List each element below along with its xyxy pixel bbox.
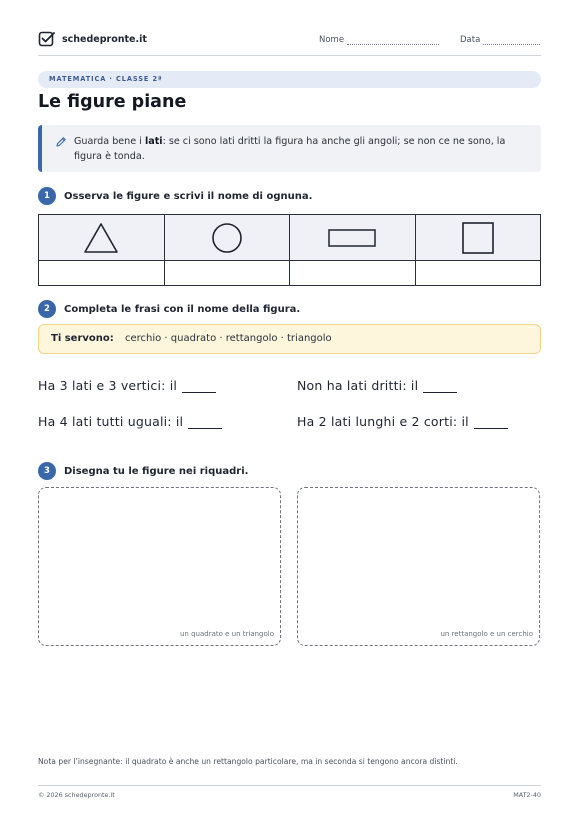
date-field xyxy=(460,35,540,45)
name-line xyxy=(347,36,439,45)
answer-blank[interactable] xyxy=(182,381,216,393)
worksheet-code: MAT2-40 xyxy=(513,791,541,799)
word-bank-words: cerchio · quadrato · rettangolo · triangolo xyxy=(124,333,332,344)
tip-text-bold: lati xyxy=(144,136,163,147)
sentence-text: Ha 3 lati e 3 vertici: il xyxy=(38,378,178,393)
exercise-3-heading xyxy=(38,462,248,480)
answer-cell[interactable] xyxy=(39,261,165,286)
drawing-box-caption: un quadrato e un triangolo xyxy=(179,630,274,638)
name-label: Nome xyxy=(319,35,345,45)
step-number: 1 xyxy=(38,187,56,205)
teacher-note: Nota per l’insegnante: il quadrato è anche un rettangolo particolare, ma in seconda si tengono ancora distinti. xyxy=(38,757,458,766)
word-bank xyxy=(38,324,541,354)
sentence xyxy=(297,378,457,393)
drawing-box[interactable] xyxy=(297,487,540,646)
answer-cell[interactable] xyxy=(164,261,290,286)
step-instruction: Disegna tu le figure nei riquadri. xyxy=(64,465,249,477)
drawing-box-caption: un rettangolo e un cerchio xyxy=(440,630,533,638)
tip-text-start: Guarda bene i xyxy=(74,136,145,147)
sentence-text: Ha 2 lati lunghi e 2 corti: il xyxy=(297,414,469,429)
tip-text-end: : se ci sono lati dritti la figura ha anche gli angoli; se non ce ne sono, la figura è tonda. xyxy=(74,136,506,162)
drawing-box[interactable] xyxy=(38,487,281,646)
rectangle-icon xyxy=(328,228,376,248)
shape-cell xyxy=(415,215,541,261)
shape-cell xyxy=(290,215,416,261)
sentence xyxy=(297,414,508,429)
date-line xyxy=(483,36,540,45)
step-number: 3 xyxy=(38,462,56,480)
page-header xyxy=(38,30,541,56)
square-icon xyxy=(461,221,495,255)
site-name: schedepronte.it xyxy=(62,33,147,45)
shapes-row xyxy=(39,215,541,261)
exercise-1-heading xyxy=(38,187,312,205)
sentence xyxy=(38,378,216,393)
answer-blank[interactable] xyxy=(188,417,222,429)
sentence-text: Non ha lati dritti: il xyxy=(297,378,419,393)
sentence xyxy=(38,414,222,429)
answer-blank[interactable] xyxy=(423,381,457,393)
page-title: Le figure piane xyxy=(38,92,187,112)
answer-blank[interactable] xyxy=(474,417,508,429)
page-footer xyxy=(38,785,541,799)
triangle-icon xyxy=(83,222,119,254)
word-bank-label: Ti servono: xyxy=(51,333,114,344)
step-number: 2 xyxy=(38,300,56,318)
copyright: © 2026 schedepronte.it xyxy=(38,791,115,799)
shapes-table xyxy=(38,214,541,286)
shape-cell xyxy=(39,215,165,261)
answer-cell[interactable] xyxy=(415,261,541,286)
tip-box xyxy=(38,125,541,172)
tip-text xyxy=(74,134,529,164)
checkbox-logo-icon xyxy=(38,30,56,48)
circle-icon xyxy=(211,222,243,254)
exercise-2-heading xyxy=(38,300,300,318)
date-label: Data xyxy=(460,35,481,45)
step-instruction: Osserva le figure e scrivi il nome di ognuna. xyxy=(64,190,313,202)
answers-row xyxy=(39,261,541,286)
sentence-text: Ha 4 lati tutti uguali: il xyxy=(38,414,184,429)
shape-cell xyxy=(164,215,290,261)
step-instruction: Completa le frasi con il nome della figura. xyxy=(64,303,301,315)
logo xyxy=(38,30,147,48)
pencil-icon xyxy=(55,136,67,148)
name-field xyxy=(319,35,439,45)
answer-cell[interactable] xyxy=(290,261,416,286)
subject-bar: MATEMATICA · CLASSE 2ª xyxy=(38,71,541,88)
